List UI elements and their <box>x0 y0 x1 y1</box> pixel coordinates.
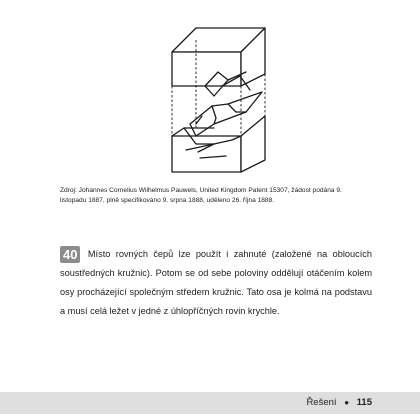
answer-number-badge: 40 <box>60 246 80 263</box>
bullet-icon: ● <box>344 398 350 407</box>
top-cube-piece <box>172 28 265 96</box>
footer-label <box>306 396 372 410</box>
figure-caption <box>60 186 360 205</box>
answer-paragraph <box>60 245 372 321</box>
page-number: 115 <box>356 397 372 408</box>
figure-caption-text: Zdroj: Johannes Cornelius Wilhelmus Pauwels, United Kingdom Patent 15307, žádost podána 9. listopadu 1887, plně specifikováno 9. srpna 1888, uděleno 26. října 1888. <box>60 187 342 204</box>
answer-text: Místo rovných čepů lze použít i zahnuté (založené na obloucích soustředných kružnic). Potom se od sebe poloviny oddělují otáčením kolem osy procházející společným středem kružnic. Tato osa je kolmá na podstavu a musí celá ležet v jedné z úhlopříčných rovin krychle. <box>60 249 373 316</box>
bottom-cube-piece <box>172 116 265 172</box>
page-footer <box>0 392 420 414</box>
footer-section-title: Řešení <box>306 397 337 408</box>
exploded-cube-puzzle-diagram <box>0 0 420 185</box>
